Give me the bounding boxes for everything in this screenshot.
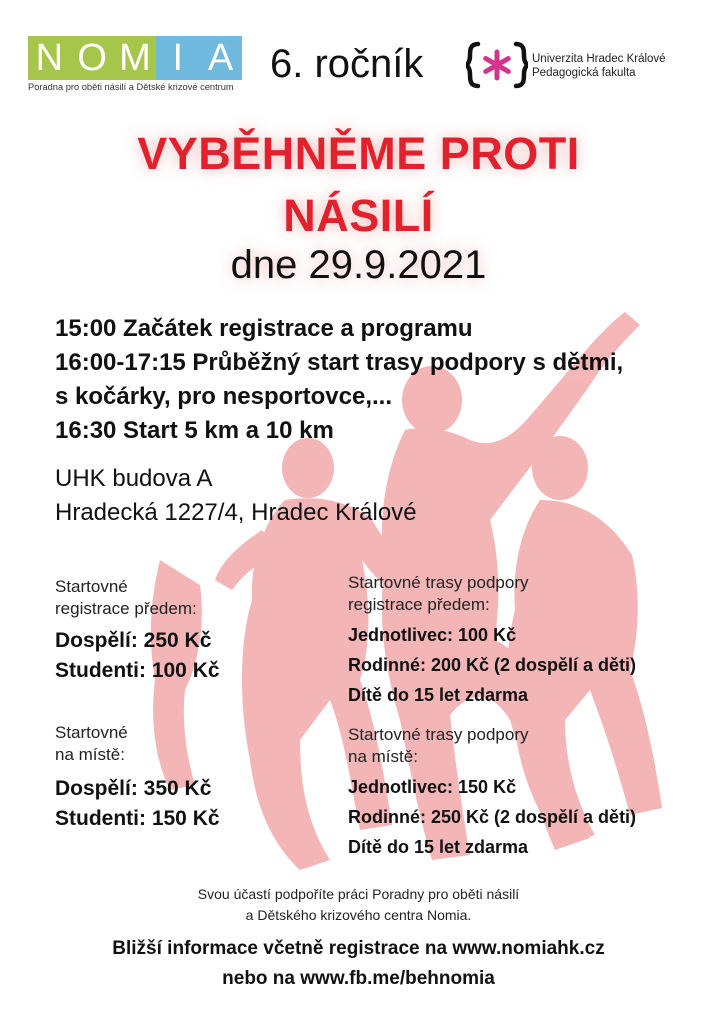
fee-label: Startovné bbox=[55, 723, 128, 742]
fee-label: na místě: bbox=[55, 745, 125, 764]
event-title-line2: NÁSILÍ bbox=[283, 190, 434, 241]
info-line-website[interactable]: Bližší informace včetně registrace na www.nomiahk.cz bbox=[112, 938, 605, 959]
schedule-line: 16:30 Start 5 km a 10 km bbox=[55, 417, 334, 444]
event-title-line1: VYBĚHNĚME PROTI bbox=[137, 128, 580, 179]
nomia-letter: A bbox=[199, 36, 242, 80]
fee-item: Jednotlivec: 100 Kč bbox=[348, 625, 517, 645]
support-note bbox=[0, 884, 717, 926]
schedule-line: 15:00 Začátek registrace a programu bbox=[55, 315, 473, 342]
nomia-logo bbox=[28, 36, 242, 92]
uhk-name bbox=[532, 52, 666, 80]
nomia-letter: O bbox=[71, 36, 114, 80]
uhk-brace-asterisk-icon bbox=[466, 40, 528, 90]
edition-label: 6. ročník bbox=[270, 42, 424, 86]
fee-label: Startovné bbox=[55, 577, 128, 596]
nomia-wordmark bbox=[28, 36, 242, 80]
fee-item: Dospělí: 350 Kč bbox=[55, 777, 212, 800]
fee-item: Rodinné: 200 Kč (2 dospělí a děti) bbox=[348, 655, 637, 675]
fee-label: registrace předem: bbox=[348, 595, 490, 614]
fees-adult-preregistration bbox=[55, 576, 220, 686]
fees-support-preregistration bbox=[348, 572, 636, 710]
schedule-line: s kočárky, pro nesportovce,... bbox=[55, 383, 393, 410]
nomia-letter: I bbox=[156, 36, 199, 80]
uhk-university: Univerzita Hradec Králové bbox=[532, 53, 666, 65]
schedule bbox=[55, 312, 623, 448]
event-date: dne 29.9.2021 bbox=[230, 243, 487, 287]
support-line: Svou účastí podpoříte práci Poradny pro oběti násilí bbox=[197, 886, 520, 902]
venue-address: Hradecká 1227/4, Hradec Králové bbox=[55, 499, 417, 526]
fee-item: Dítě do 15 let zdarma bbox=[348, 837, 529, 857]
more-info bbox=[0, 934, 717, 994]
fee-item: Studenti: 100 Kč bbox=[55, 659, 220, 682]
fee-label: na místě: bbox=[348, 747, 418, 766]
fee-label: Startovné trasy podpory bbox=[348, 573, 529, 592]
nomia-subtitle: Poradna pro oběti násilí a Dětské krizové centrum bbox=[28, 82, 234, 92]
fee-item: Jednotlivec: 150 Kč bbox=[348, 777, 517, 797]
venue-building: UHK budova A bbox=[55, 465, 213, 492]
uhk-logo bbox=[466, 40, 706, 90]
info-line-facebook[interactable]: nebo na www.fb.me/behnomia bbox=[222, 968, 495, 989]
fee-item: Studenti: 150 Kč bbox=[55, 807, 220, 830]
fees-adult-onsite bbox=[55, 722, 220, 834]
venue bbox=[55, 462, 417, 530]
fee-item: Dospělí: 250 Kč bbox=[55, 629, 212, 652]
nomia-letter: M bbox=[114, 36, 157, 80]
fees-support-onsite bbox=[348, 724, 636, 862]
uhk-faculty: Pedagogická fakulta bbox=[532, 67, 636, 79]
nomia-letter: N bbox=[28, 36, 71, 80]
fee-label: Startovné trasy podpory bbox=[348, 725, 529, 744]
fee-item: Rodinné: 250 Kč (2 dospělí a děti) bbox=[348, 807, 637, 827]
fee-label: registrace předem: bbox=[55, 599, 197, 618]
schedule-line: 16:00-17:15 Průběžný start trasy podpory s dětmi, bbox=[55, 349, 624, 376]
support-line: a Dětského krizového centra Nomia. bbox=[245, 907, 472, 923]
fee-item: Dítě do 15 let zdarma bbox=[348, 685, 529, 705]
